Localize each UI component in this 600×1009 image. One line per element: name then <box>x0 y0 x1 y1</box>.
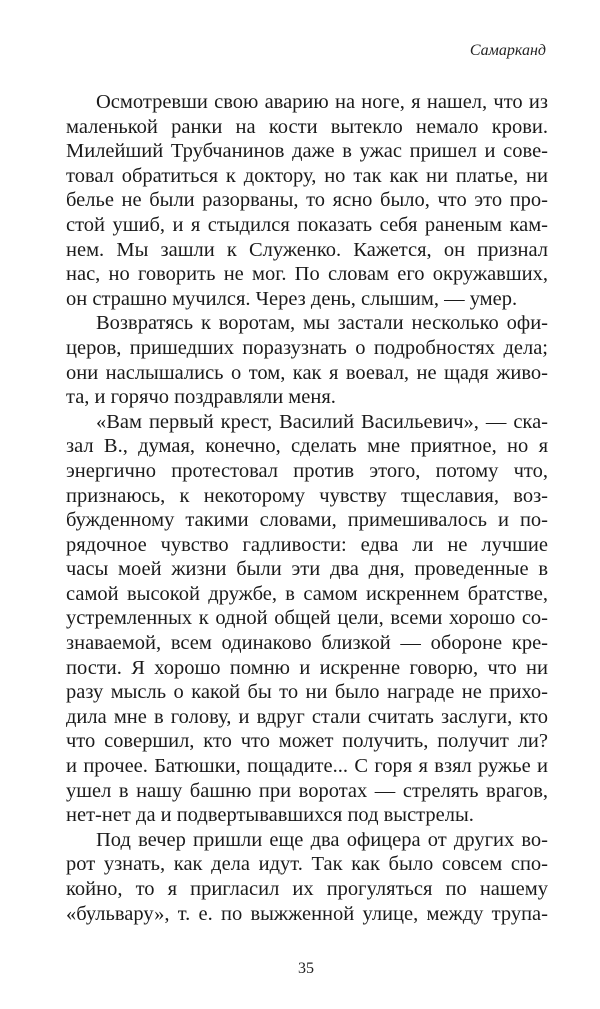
text-line: рядочное чувство гадливости: едва ли не лучшие <box>66 533 548 556</box>
text-line: зал В., думая, конечно, сделать мне приятное, но я <box>66 435 548 458</box>
body-text <box>66 90 548 926</box>
text-line: они наслышались о том, как я воевал, не щадя живо- <box>66 361 548 384</box>
text-line: разу мысль о какой бы то ни было награде не прихо- <box>66 681 548 704</box>
text-line: «бульвару», т. е. по выжженной улице, между трупа- <box>66 902 548 925</box>
text-line: нет-нет да и подвертывавшихся под выстрелы. <box>66 804 474 827</box>
running-head-title: Самарканд <box>469 42 546 59</box>
text-line: стой ушиб, и я стыдился показать себя раненым кам- <box>66 213 548 236</box>
text-line: рот узнать, как дела идут. Так как было совсем спо- <box>66 853 548 876</box>
text-line: Возвратясь к воротам, мы застали несколько офи- <box>96 312 548 335</box>
text-line: нем. Мы зашли к Служенко. Кажется, он признал <box>66 238 548 261</box>
page-number: 35 <box>298 960 314 977</box>
text-line: белье не были разорваны, то ясно было, что это про- <box>66 189 548 212</box>
text-line: Милейший Трубчанинов даже в ужас пришел и сове- <box>66 140 548 163</box>
text-line: бужденному такими словами, примешивалось и по- <box>66 509 548 532</box>
text-line: и прочее. Батюшки, пощадите... С горя я взял ружье и <box>66 755 548 778</box>
text-line: он страшно мучился. Через день, слышим, — умер. <box>66 287 518 310</box>
text-line: устремленных к одной общей цели, всеми хорошо со- <box>66 607 548 630</box>
text-line: дила мне в голову, и вдруг стали считать заслуги, кто <box>66 705 548 728</box>
text-line: знаваемой, всем одинаково близкой — обороне кре- <box>66 632 548 655</box>
text-line: «Вам первый крест, Василий Васильевич», — ска- <box>96 410 548 433</box>
text-line: самой высокой дружбе, в самом искреннем братстве, <box>66 582 548 605</box>
text-line: признаюсь, к некоторому чувству тщеславия, воз- <box>66 484 548 507</box>
text-line: ушел в нашу башню при воротах — стрелять врагов, <box>66 779 548 802</box>
text-line: та, и горячо поздравляли меня. <box>66 386 336 409</box>
text-line: маленькой ранки на кости вытекло немало крови. <box>66 115 548 138</box>
text-line: Осмотревши свою аварию на ноге, я нашел, что из <box>96 91 548 113</box>
text-line: церов, пришедших поразузнать о подробностях дела; <box>66 336 548 359</box>
text-line: койно, то я пригласил их прогуляться по нашему <box>66 878 548 900</box>
text-line: Под вечер пришли еще два офицера от других во- <box>96 828 548 851</box>
text-line: что совершил, кто что может получить, получит ли? <box>66 730 548 753</box>
text-line: энергично протестовал против этого, потому что, <box>66 459 548 482</box>
text-line: часы моей жизни были эти два дня, проведенные в <box>66 558 548 581</box>
text-line: нас, но говорить не мог. По словам его окружавших, <box>66 263 548 286</box>
text-line: товал обратиться к доктору, но так как ни платье, ни <box>66 164 548 187</box>
text-line: пости. Я хорошо помню и искренне говорю, что ни <box>66 656 548 679</box>
